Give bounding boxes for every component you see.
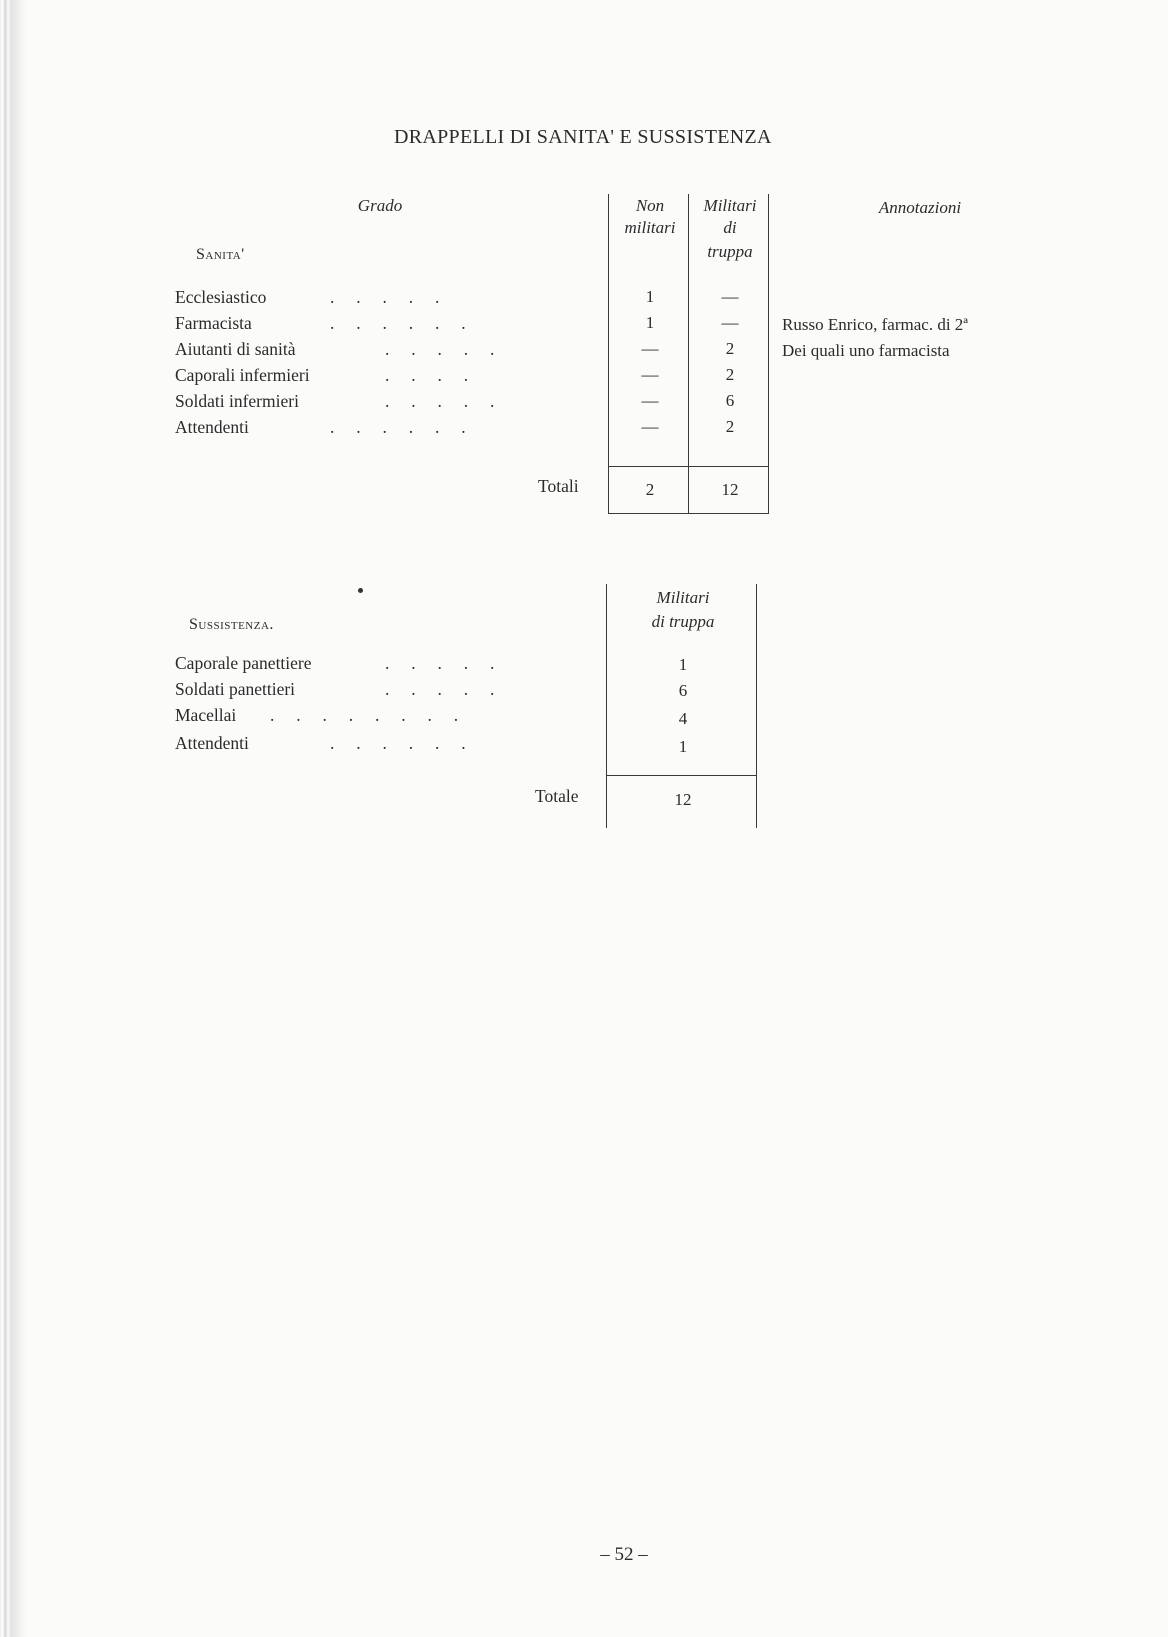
sussistenza-militari-header-line2: di truppa xyxy=(651,612,715,631)
grado-cell: Macellai xyxy=(175,705,237,725)
leader-dots: . . . . . xyxy=(330,287,440,307)
militari-cell: 6 xyxy=(725,391,735,410)
leader-dots: . . . . xyxy=(385,365,469,385)
sussistenza-heading: Sussistenza. xyxy=(189,616,274,633)
column-rule xyxy=(756,584,757,828)
sussistenza-total-label: Totale xyxy=(535,786,579,806)
grado-cell: Farmacista xyxy=(175,313,252,333)
militari-header-line3: truppa xyxy=(707,242,753,261)
leader-dots: . . . . . xyxy=(385,391,495,411)
leader-dots: . . . . . xyxy=(385,339,495,359)
leader-dots: . . . . . . . . xyxy=(270,705,459,725)
leader-dots: . . . . . . xyxy=(330,417,466,437)
annotation-cell: Dei quali uno farmacista xyxy=(782,341,950,360)
grado-cell: Soldati infermieri xyxy=(175,391,299,411)
annotazioni-header: Annotazioni xyxy=(878,198,962,217)
column-rule xyxy=(768,194,769,514)
sanita-heading: Sanita' xyxy=(196,246,245,263)
grado-cell: Aiutanti di sanità xyxy=(175,339,296,359)
grado-cell: Attendenti xyxy=(175,417,249,437)
militari-cell: — xyxy=(721,287,739,306)
militari-cell: 2 xyxy=(725,417,735,436)
sussistenza-total-militari: 12 xyxy=(674,790,692,809)
grado-cell: Soldati panettieri xyxy=(175,679,296,699)
sussistenza-militari-header-line1: Militari xyxy=(656,588,710,607)
leader-dots: . . . . . xyxy=(385,653,495,673)
militari-cell: 2 xyxy=(725,365,735,384)
grado-cell: Ecclesiastico xyxy=(175,287,267,307)
annotation-cell: Russo Enrico, farmac. di 2ª xyxy=(782,315,968,334)
non-militari-cell: — xyxy=(641,391,659,410)
non-militari-header-line1: Non xyxy=(635,196,665,215)
leader-dots: . . . . . xyxy=(385,679,495,699)
grado-cell: Attendenti xyxy=(175,733,249,753)
grado-cell: Caporale panettiere xyxy=(175,653,312,673)
militari-header-line2: di xyxy=(723,218,737,237)
militari-cell: 1 xyxy=(678,655,688,674)
grado-header: Grado xyxy=(357,196,403,215)
sanita-total-non-militari: 2 xyxy=(645,480,655,499)
column-rule xyxy=(606,584,607,828)
page-title: DRAPPELLI DI SANITA' E SUSSISTENZA xyxy=(394,126,772,148)
militari-cell: 2 xyxy=(725,339,735,358)
non-militari-cell: — xyxy=(641,365,659,384)
sanita-total-label: Totali xyxy=(538,476,579,496)
militari-cell: 1 xyxy=(678,737,688,756)
non-militari-cell: 1 xyxy=(645,313,655,332)
grado-cell: Caporali infermieri xyxy=(175,365,310,385)
militari-cell: 4 xyxy=(678,709,688,728)
total-rule-top xyxy=(608,466,768,467)
non-militari-cell: — xyxy=(641,339,659,358)
leader-dots: . . . . . . xyxy=(330,313,466,333)
non-militari-header-line2: militari xyxy=(624,218,676,237)
militari-cell: — xyxy=(721,313,739,332)
leader-dots: . . . . . . xyxy=(330,733,466,753)
page-number: – 52 – xyxy=(600,1544,648,1565)
militari-cell: 6 xyxy=(678,681,688,700)
total-rule xyxy=(606,775,756,776)
bullet-mark xyxy=(358,588,363,593)
page-binding-edge xyxy=(0,0,26,1637)
militari-header-line1: Militari xyxy=(703,196,757,215)
sanita-total-militari: 12 xyxy=(721,480,739,499)
total-rule-bottom xyxy=(608,513,768,514)
non-militari-cell: — xyxy=(641,417,659,436)
non-militari-cell: 1 xyxy=(645,287,655,306)
